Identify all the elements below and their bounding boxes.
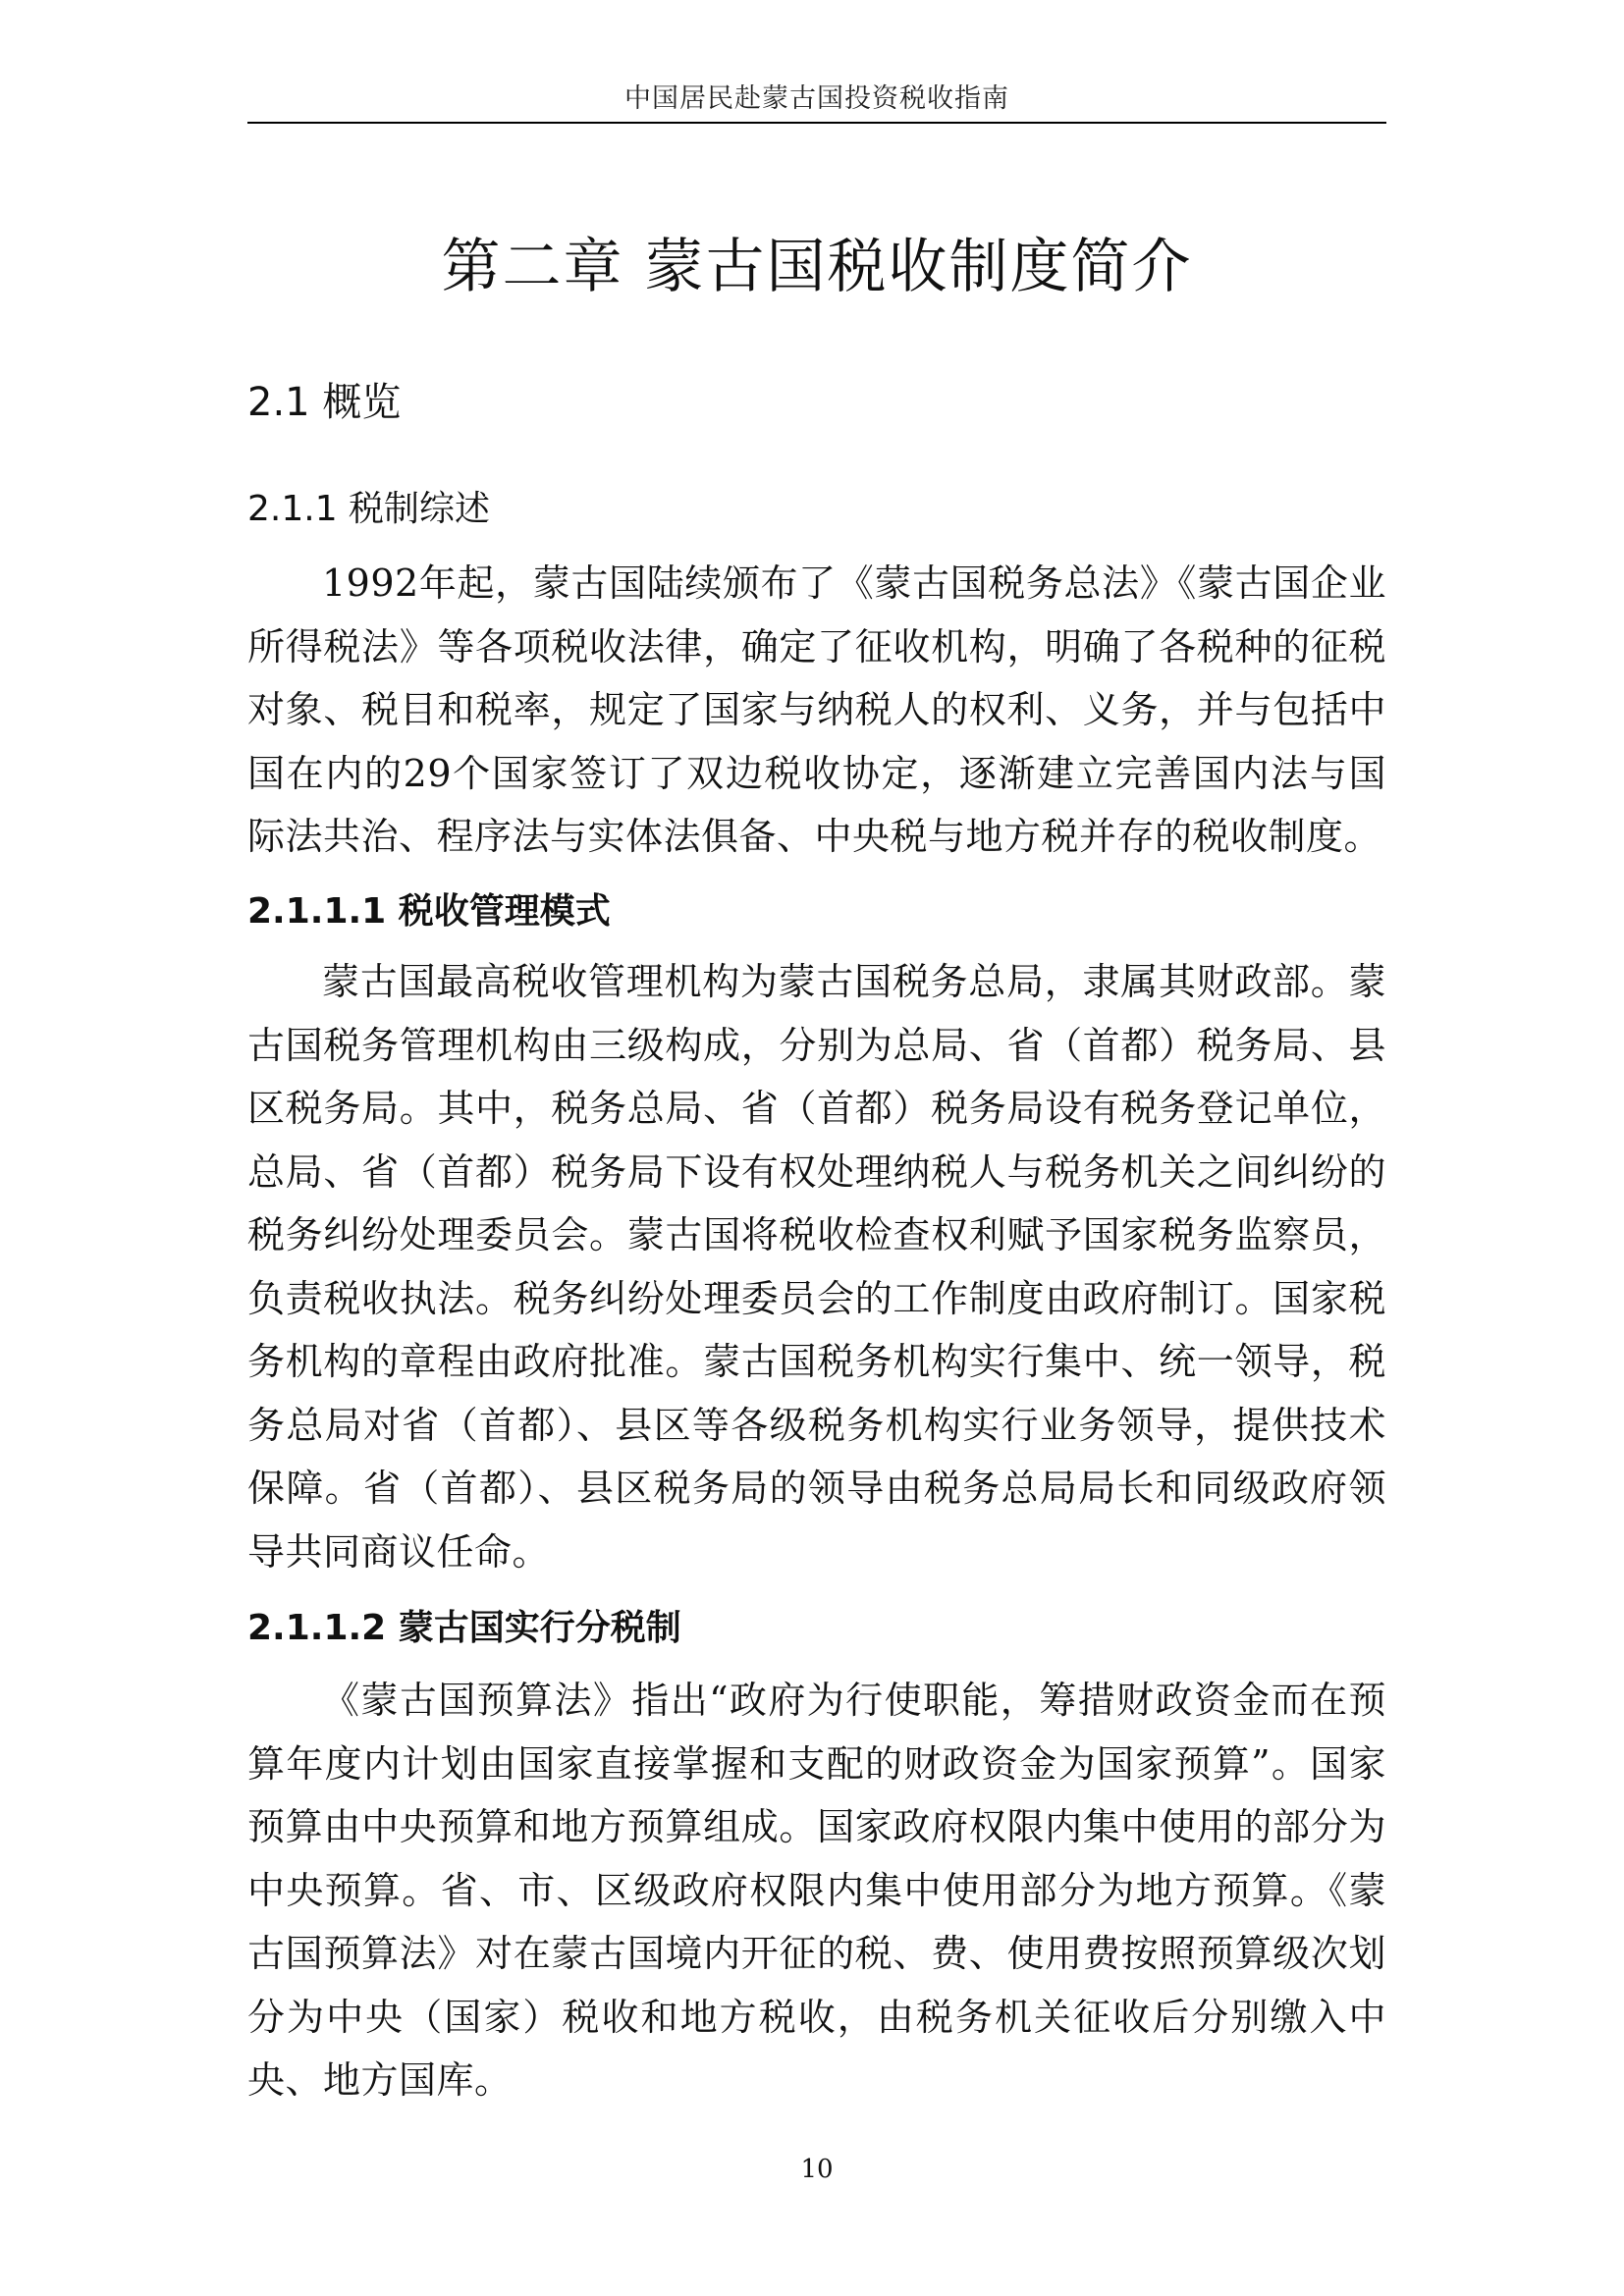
subsection-heading-tax-management: 2.1.1.1 税收管理模式 [247, 891, 611, 932]
paragraph-tax-system: 1992年起，蒙古国陆续颁布了《蒙古国税务总法》《蒙古国企业所得税法》等各项税收法律，确定了征收机构，明确了各税种的征税对象、税目和税率，规定了国家与纳税人的权利、义务，并与包括中国在内的29个国家签订了双边税收协定，逐渐建立完善国内法与国际法共治、程序法与实体法俱备、中央税与地方税并存的税收制度。 [247, 561, 1386, 858]
subsection-heading-tax-system: 2.1.1 税制综述 [247, 489, 491, 529]
page-number: 10 [800, 2155, 834, 2184]
section-heading-overview: 2.1 概览 [247, 380, 402, 425]
subsection-heading-tax-sharing: 2.1.1.2 蒙古国实行分税制 [247, 1608, 681, 1648]
header-divider [247, 122, 1386, 124]
running-header: 中国居民赴蒙古国投资税收指南 [624, 83, 1009, 114]
paragraph-tax-management: 蒙古国最高税收管理机构为蒙古国税务总局，隶属其财政部。蒙古国税务管理机构由三级构成，分别为总局、省（首都）税务局、县区税务局。其中，税务总局、省（首都）税务局设有税务登记单位，总局、省（首都）税务局下设有权处理纳税人与税务机关之间纠纷的税务纠纷处理委员会。蒙古国将税收检查权利赋予国家税务监察员，负责税收执法。税务纠纷处理委员会的工作制度由政府制订。国家税务机构的章程由政府批准。蒙古国税务机构实行集中、统一领导，税务总局对省（首都）、县区等各级税务机构实行业务领导，提供技术保障。省（首都）、县区税务局的领导由税务总局局长和同级政府领导共同商议任命。 [247, 960, 1386, 1574]
chapter-title: 第二章 蒙古国税收制度简介 [441, 233, 1193, 301]
paragraph-tax-sharing: 《蒙古国预算法》指出“政府为行使职能，筹措财政资金而在预算年度内计划由国家直接掌握和支配的财政资金为国家预算”。国家预算由中央预算和地方预算组成。国家政府权限内集中使用的部分为中央预算。省、市、区级政府权限内集中使用部分为地方预算。《蒙古国预算法》对在蒙古国境内开征的税、费、使用费按照预算级次划分为中央（国家）税收和地方税收，由税务机关征收后分别缴入中央、地方国库。 [247, 1679, 1386, 2102]
